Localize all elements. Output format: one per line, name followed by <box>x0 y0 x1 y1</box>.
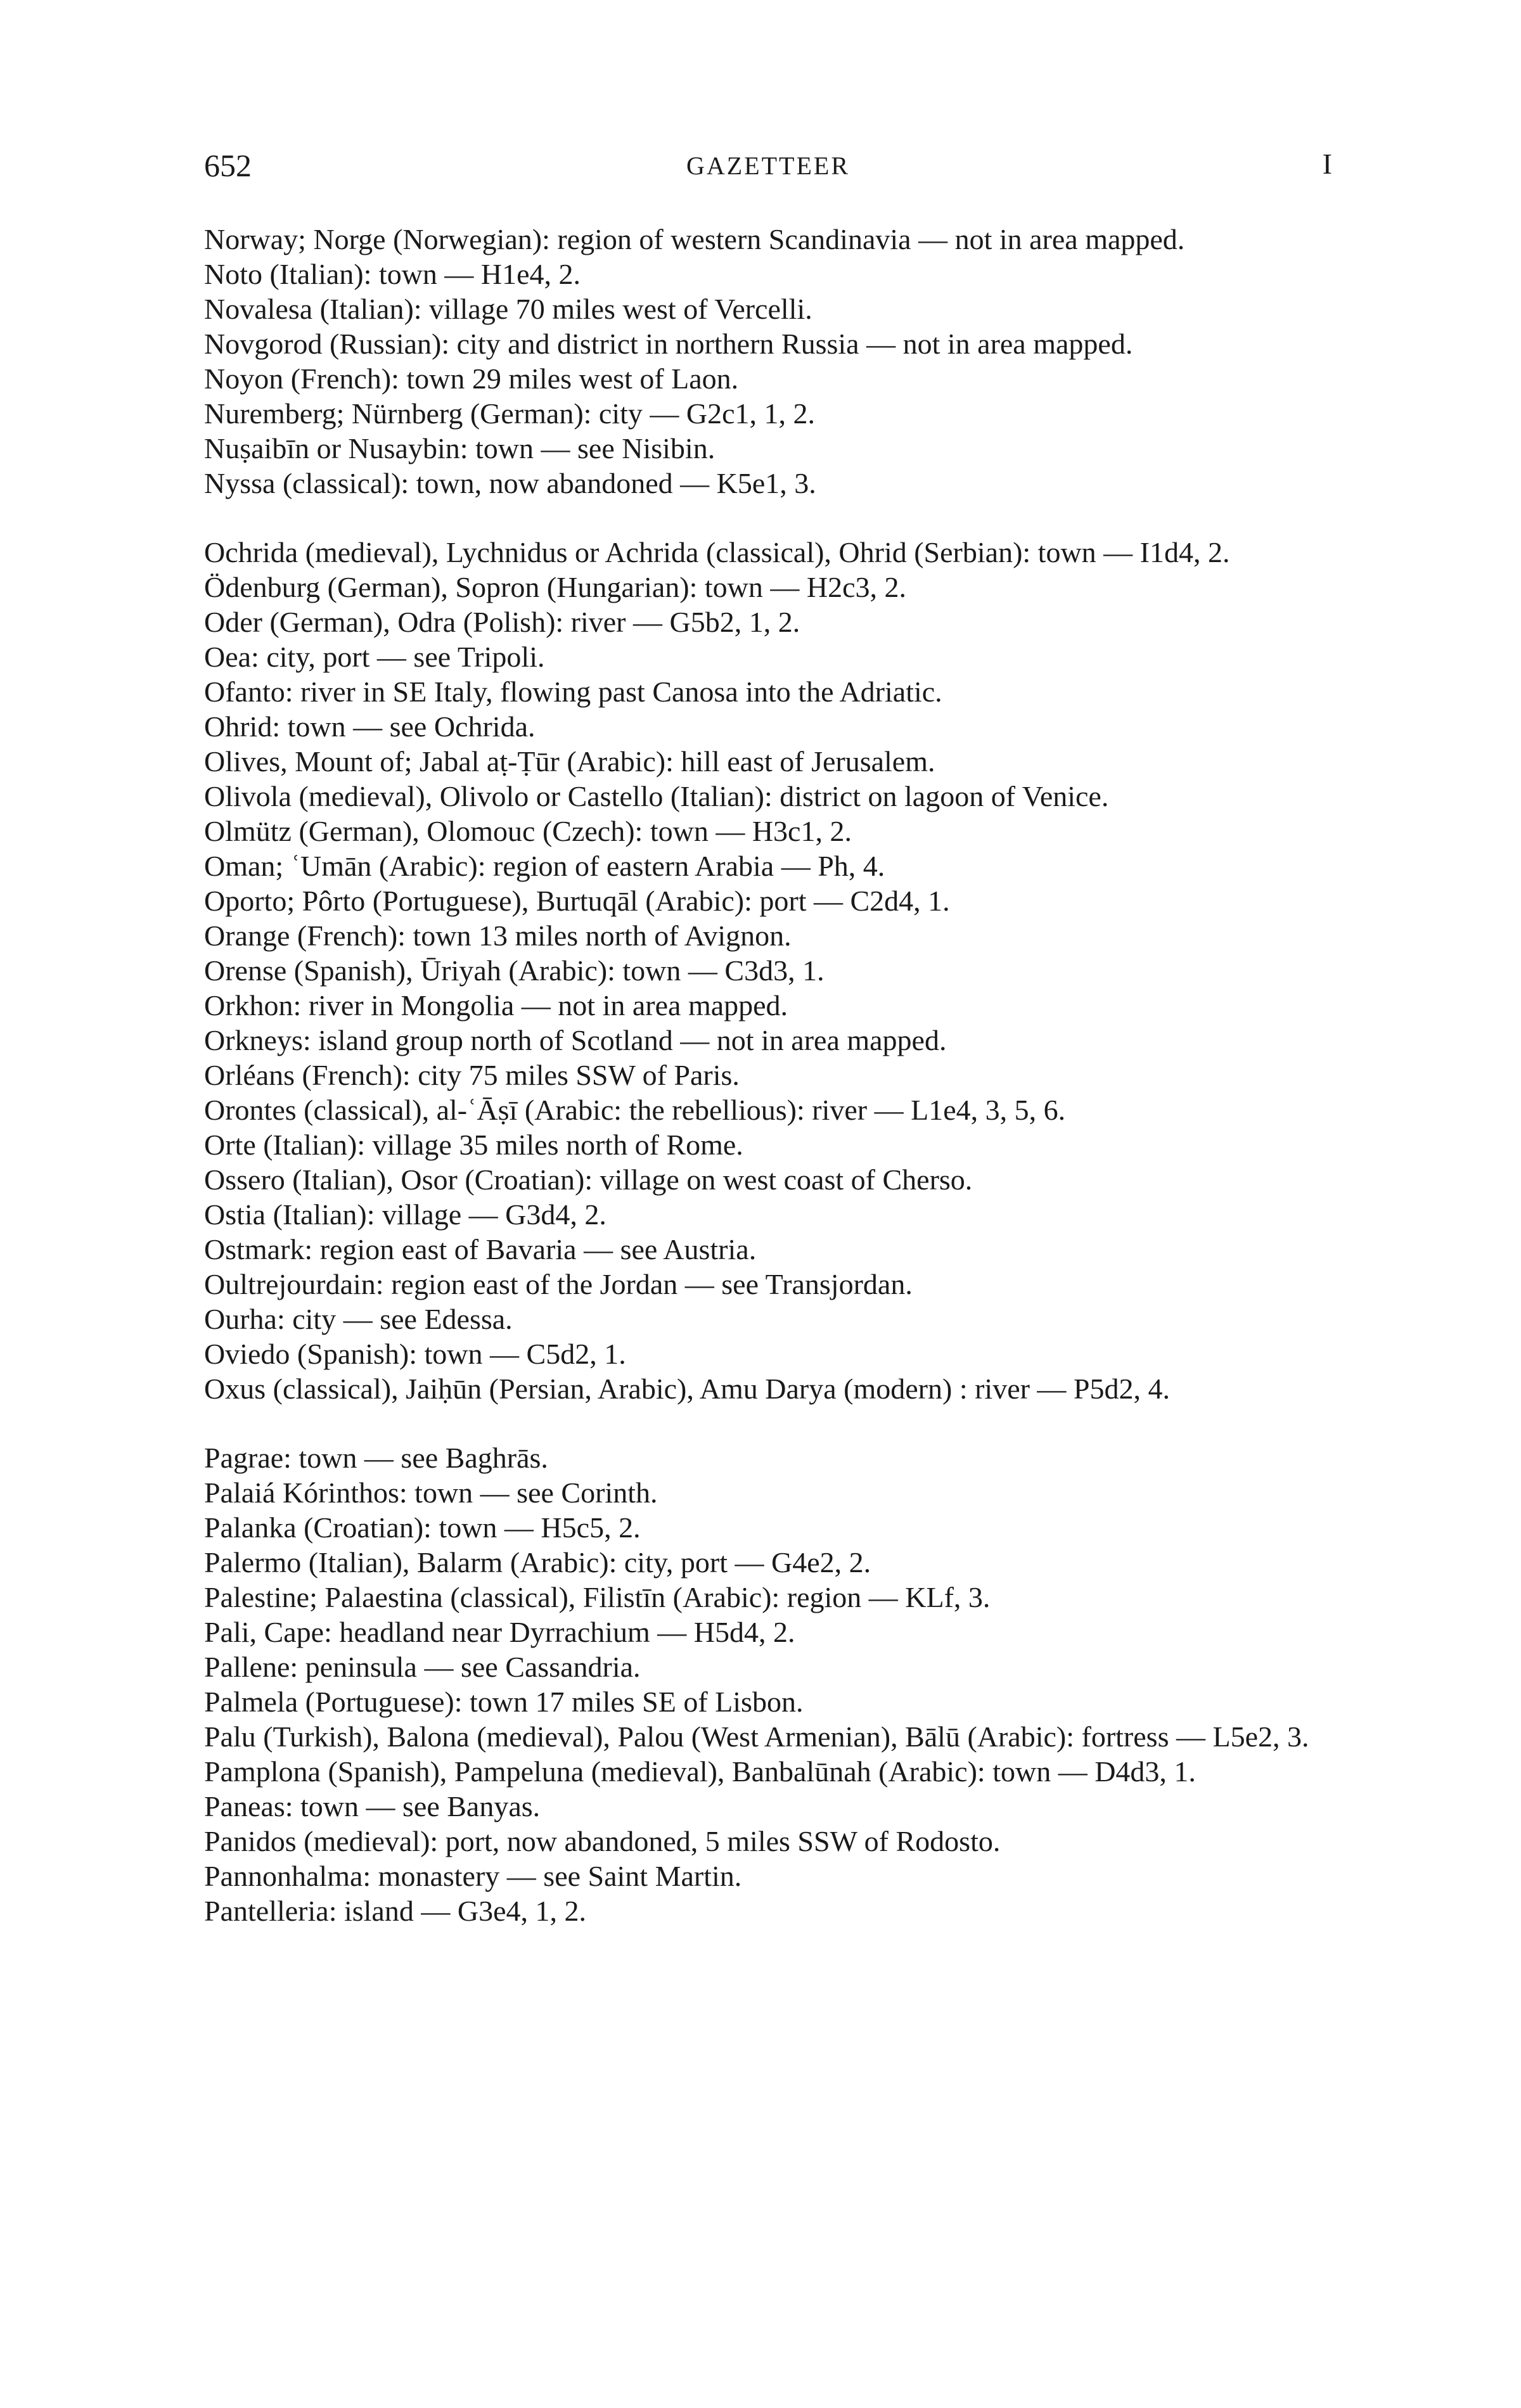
gazetteer-entry: Palaiá Kórinthos: town — see Corinth. <box>204 1476 658 1509</box>
gazetteer-entry: Oviedo (Spanish): town — C5d2, 1. <box>204 1338 626 1370</box>
gazetteer-entry: Olmütz (German), Olomouc (Czech): town — H3c1, 2. <box>204 815 852 847</box>
gazetteer-entry: Palmela (Portuguese): town 17 miles SE of Lisbon. <box>204 1686 804 1718</box>
gazetteer-entry: Ödenburg (German), Sopron (Hungarian): town — H2c3, 2. <box>204 571 907 603</box>
gazetteer-entry: Oman; ʿUmān (Arabic): region of eastern Arabia — Ph, 4. <box>204 850 885 882</box>
gazetteer-entry: Novalesa (Italian): village 70 miles west of Vercelli. <box>204 293 812 325</box>
gazetteer-entry: Olives, Mount of; Jabal aṭ-Ṭūr (Arabic): hill east of Jerusalem. <box>204 745 935 778</box>
section-o <box>204 535 1332 1406</box>
gazetteer-entry: Palermo (Italian), Balarm (Arabic): city, port — G4e2, 2. <box>204 1546 871 1579</box>
gazetteer-entry: Palanka (Croatian): town — H5c5, 2. <box>204 1511 641 1544</box>
gazetteer-entries <box>204 222 1332 1928</box>
gazetteer-entry: Palestine; Palaestina (classical), Filistīn (Arabic): region — KLf, 3. <box>204 1581 991 1613</box>
gazetteer-entry: Nuṣaibīn or Nusaybin: town — see Nisibin. <box>204 432 716 464</box>
gazetteer-entry: Ossero (Italian), Osor (Croatian): village on west coast of Cherso. <box>204 1163 973 1196</box>
page-number: 652 <box>204 148 252 183</box>
gazetteer-entry: Orkneys: island group north of Scotland — not in area mapped. <box>204 1024 947 1056</box>
gazetteer-entry: Paneas: town — see Banyas. <box>204 1790 541 1822</box>
gazetteer-entry: Nyssa (classical): town, now abandoned — K5e1, 3. <box>204 467 816 499</box>
gazetteer-entry: Noto (Italian): town — H1e4, 2. <box>204 258 581 290</box>
gazetteer-entry: Novgorod (Russian): city and district in northern Russia — not in area mapped. <box>204 328 1133 360</box>
gazetteer-entry: Orense (Spanish), Ūriyah (Arabic): town — C3d3, 1. <box>204 954 825 987</box>
gazetteer-entry: Nuremberg; Nürnberg (German): city — G2c1, 1, 2. <box>204 397 816 430</box>
gazetteer-entry: Oxus (classical), Jaiḥūn (Persian, Arabic), Amu Darya (modern) : river — P5d2, 4. <box>204 1373 1171 1405</box>
gazetteer-entry: Orléans (French): city 75 miles SSW of Paris. <box>204 1059 740 1091</box>
gazetteer-entry: Oea: city, port — see Tripoli. <box>204 641 545 673</box>
gazetteer-entry: Oultrejourdain: region east of the Jordan — see Transjordan. <box>204 1268 913 1300</box>
gazetteer-entry: Pamplona (Spanish), Pampeluna (medieval), Banbalūnah (Arabic): town — D4d3, 1. <box>204 1755 1196 1788</box>
gazetteer-entry: Olivola (medieval), Olivolo or Castello (Italian): district on lagoon of Venice. <box>204 780 1109 812</box>
page-header <box>204 147 1332 185</box>
gazetteer-entry: Pannonhalma: monastery — see Saint Martin. <box>204 1860 742 1892</box>
gazetteer-entry: Ourha: city — see Edessa. <box>204 1303 513 1335</box>
section-n <box>204 222 1332 501</box>
gazetteer-entry: Pallene: peninsula — see Cassandria. <box>204 1651 641 1683</box>
gazetteer-entry: Pagrae: town — see Baghrās. <box>204 1442 548 1474</box>
gazetteer-entry: Orkhon: river in Mongolia — not in area mapped. <box>204 989 788 1021</box>
gazetteer-entry: Palu (Turkish), Balona (medieval), Palou (West Armenian), Bālū (Arabic): fortress — L5e2, 3. <box>204 1720 1309 1753</box>
gazetteer-entry: Ofanto: river in SE Italy, flowing past Canosa into the Adriatic. <box>204 676 942 708</box>
gazetteer-entry: Ochrida (medieval), Lychnidus or Achrida (classical), Ohrid (Serbian): town — I1d4, 2. <box>204 536 1230 568</box>
gazetteer-entry: Orontes (classical), al-ʿĀṣī (Arabic: the rebellious): river — L1e4, 3, 5, 6. <box>204 1094 1066 1126</box>
gazetteer-entry: Norway; Norge (Norwegian): region of western Scandinavia — not in area mapped. <box>204 223 1185 255</box>
running-title: GAZETTEER <box>686 151 850 180</box>
gazetteer-entry: Pantelleria: island — G3e4, 1, 2. <box>204 1895 586 1927</box>
gazetteer-entry: Noyon (French): town 29 miles west of Laon. <box>204 362 739 395</box>
gazetteer-entry: Pali, Cape: headland near Dyrrachium — H5d4, 2. <box>204 1616 795 1648</box>
gazetteer-entry: Orte (Italian): village 35 miles north of Rome. <box>204 1129 743 1161</box>
section-p <box>204 1440 1332 1928</box>
volume-number: I <box>1322 148 1332 180</box>
gazetteer-entry: Oporto; Pôrto (Portuguese), Burtuqāl (Arabic): port — C2d4, 1. <box>204 885 950 917</box>
gazetteer-entry: Ostmark: region east of Bavaria — see Austria. <box>204 1233 757 1265</box>
section-divider <box>204 501 1332 535</box>
gazetteer-entry: Oder (German), Odra (Polish): river — G5b2, 1, 2. <box>204 606 800 638</box>
section-divider <box>204 1406 1332 1440</box>
gazetteer-entry: Ohrid: town — see Ochrida. <box>204 710 536 743</box>
gazetteer-entry: Orange (French): town 13 miles north of Avignon. <box>204 919 792 952</box>
gazetteer-entry: Ostia (Italian): village — G3d4, 2. <box>204 1198 606 1231</box>
gazetteer-entry: Panidos (medieval): port, now abandoned, 5 miles SSW of Rodosto. <box>204 1825 1001 1857</box>
